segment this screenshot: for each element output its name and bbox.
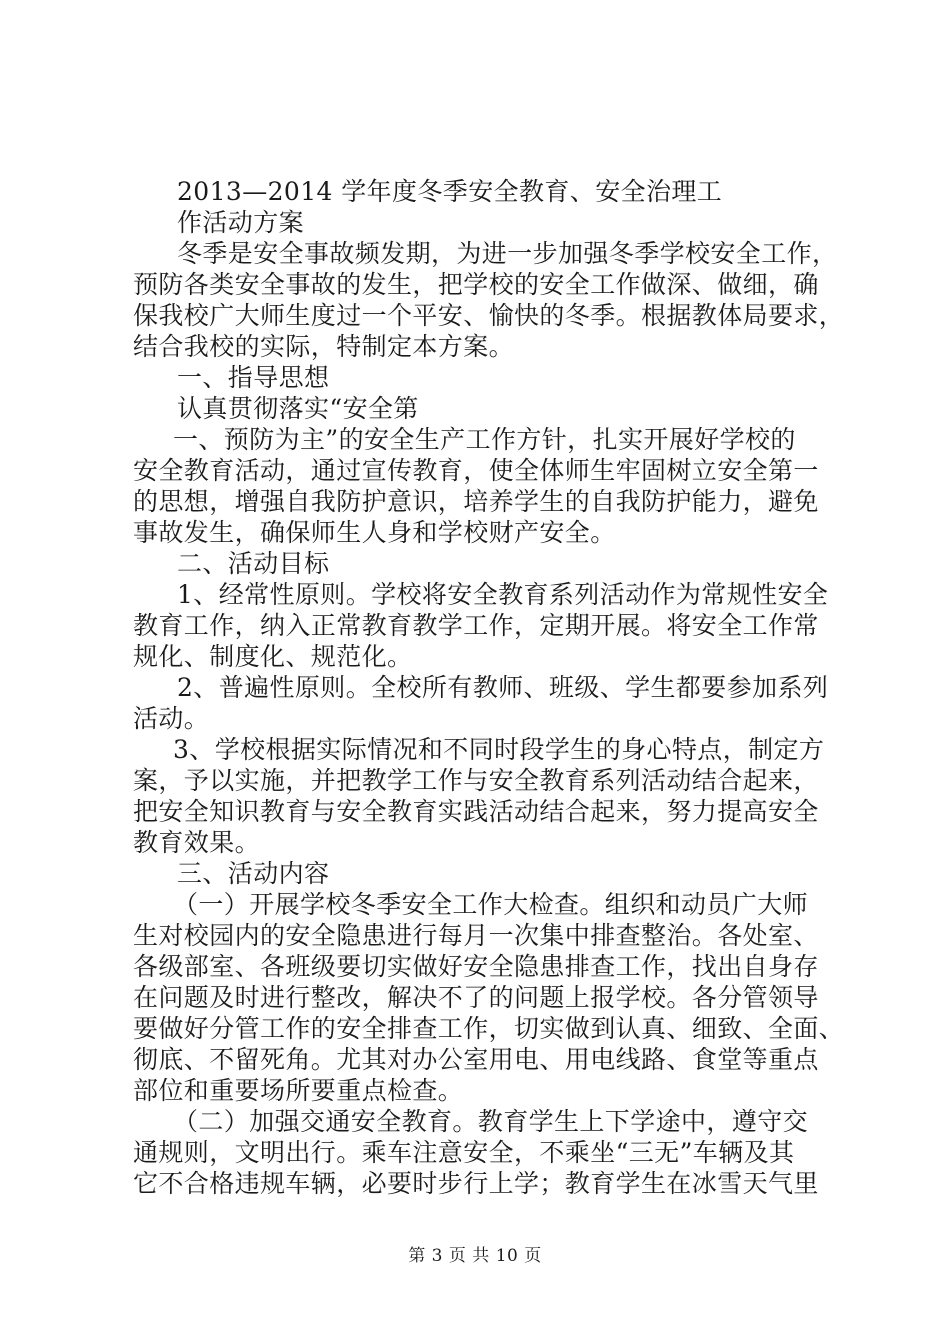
paragraph-line: 把安全知识教育与安全教育实践活动结合起来，努力提高安全 bbox=[133, 797, 819, 826]
paragraph-line: 一、预防为主”的安全生产工作方针，扎实开展好学校的 bbox=[173, 425, 796, 454]
paragraph-line: 教育工作，纳入正常教育教学工作，定期开展。将安全工作常 bbox=[133, 611, 819, 640]
paragraph-line: 预防各类安全事故的发生，把学校的安全工作做深、做细，确 bbox=[133, 270, 819, 299]
paragraph-line: 案，予以实施，并把教学工作与安全教育系列活动结合起来， bbox=[133, 766, 819, 795]
paragraph-line: 事故发生，确保师生人身和学校财产安全。 bbox=[133, 518, 616, 547]
document-body bbox=[133, 176, 845, 1199]
paragraph-line: 3、学校根据实际情况和不同时段学生的身心特点，制定方 bbox=[173, 735, 825, 764]
paragraph-line: 通规则，文明出行。乘车注意安全，不乘坐“三无”车辆及其 bbox=[133, 1138, 795, 1167]
paragraph-line: 认真贯彻落实“安全第 bbox=[177, 394, 419, 423]
paragraph-line: 它不合格违规车辆，必要时步行上学；教育学生在冰雪天气里 bbox=[133, 1169, 819, 1198]
paragraph-line: 各级部室、各班级要切实做好安全隐患排查工作，找出自身存 bbox=[133, 952, 819, 981]
paragraph-line: 的思想，增强自我防护意识，培养学生的自我防护能力，避免 bbox=[133, 487, 819, 516]
paragraph-line: 1、经常性原则。学校将安全教育系列活动作为常规性安全 bbox=[177, 580, 829, 609]
page-footer bbox=[0, 1246, 950, 1266]
document-title-line-1: 2013—2014 学年度冬季安全教育、安全治理工 bbox=[177, 177, 723, 206]
paragraph-line: 生对校园内的安全隐患进行每月一次集中排查整治。各处室、 bbox=[133, 921, 819, 950]
paragraph-line: 活动。 bbox=[133, 704, 210, 733]
paragraph-line: 要做好分管工作的安全排查工作，切实做到认真、细致、全面、 bbox=[133, 1014, 845, 1043]
paragraph-line: 在问题及时进行整改，解决不了的问题上报学校。各分管领导 bbox=[133, 983, 819, 1012]
section-heading-activity-goals: 二、活动目标 bbox=[177, 549, 330, 578]
page-number: 第 3 页 共 10 页 bbox=[408, 1246, 542, 1266]
paragraph-line: 部位和重要场所要重点检查。 bbox=[133, 1076, 464, 1105]
paragraph-line: 彻底、不留死角。尤其对办公室用电、用电线路、食堂等重点 bbox=[133, 1045, 819, 1074]
paragraph-line: （二）加强交通安全教育。教育学生上下学途中，遵守交 bbox=[173, 1107, 809, 1136]
paragraph-line: 教育效果。 bbox=[133, 828, 261, 857]
section-heading-guiding-thought: 一、指导思想 bbox=[177, 363, 330, 392]
paragraph-line: 结合我校的实际，特制定本方案。 bbox=[133, 332, 515, 361]
document-title-line-2: 作活动方案 bbox=[177, 208, 305, 237]
paragraph-line: 2、普遍性原则。全校所有教师、班级、学生都要参加系列 bbox=[177, 673, 829, 702]
paragraph-line: （一）开展学校冬季安全工作大检查。组织和动员广大师 bbox=[173, 890, 809, 919]
paragraph-line: 规化、制度化、规范化。 bbox=[133, 642, 413, 671]
section-heading-activity-content: 三、活动内容 bbox=[177, 859, 330, 888]
paragraph-line: 冬季是安全事故频发期，为进一步加强冬季学校安全工作， bbox=[177, 239, 838, 268]
paragraph-line: 安全教育活动，通过宣传教育，使全体师生牢固树立安全第一 bbox=[133, 456, 819, 485]
paragraph-line: 保我校广大师生度过一个平安、愉快的冬季。根据教体局要求， bbox=[133, 301, 845, 330]
